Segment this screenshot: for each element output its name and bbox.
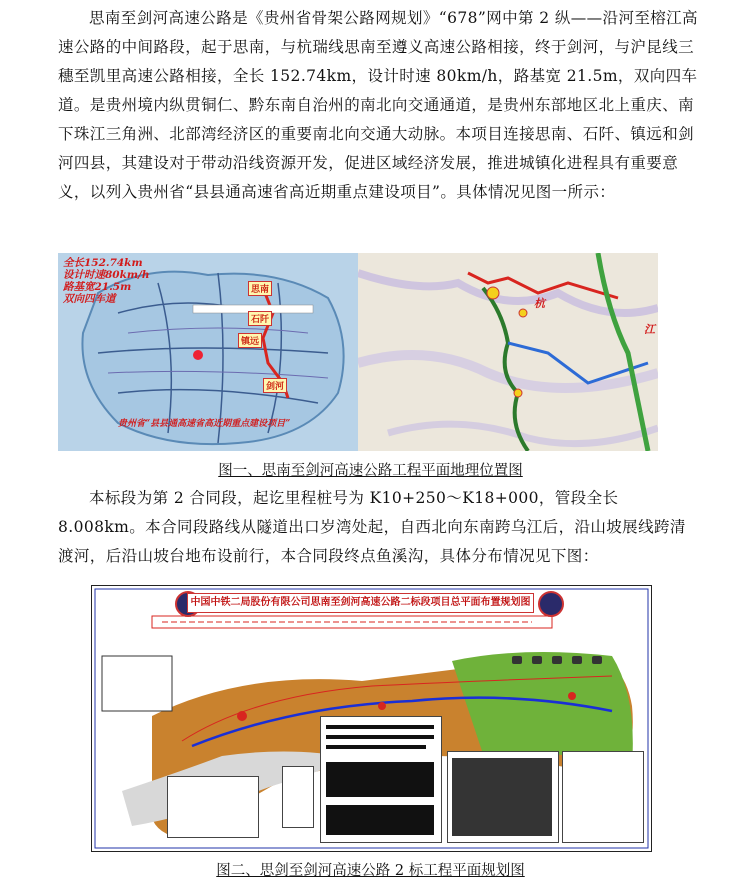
flowchart <box>282 766 314 828</box>
symbol-icon <box>592 656 602 664</box>
symbol-icon <box>532 656 542 664</box>
notes-block <box>326 762 434 797</box>
figure1-caption: 图一、思南至剑河高速公路工程平面地理位置图 <box>218 463 523 479</box>
site-plan-title: 中国中铁二局股份有限公司思南至剑河高速公路二标段项目总平面布置规划图 <box>187 593 534 613</box>
site-detail <box>167 776 259 838</box>
legend-length: 全长152.74km <box>63 257 143 269</box>
legend-table <box>447 751 559 843</box>
notes-line <box>326 725 434 729</box>
paragraph-intro: 思南至剑河高速公路是《贵州省骨架公路网规划》“678”网中第 2 纵——沿河至榕江高速公路的中间路段，起于思南，与杭瑞线思南至遵义高速公路相接，终于剑河，与沪昆线三穗至凯里高速公路相接，全长 152.74km，设计时速 80km/h，路基宽 21.5m，双向四车道。是贵州境内纵贯铜仁、黔东南自治州的南北向交通通道，是贵州东部地区北上重庆、南下珠江三角洲、北部湾经济区的重要南北向交通大动脉。本项目连接思南、石阡、镇远和剑河四县，其建设对于带动沿线资源开发，促进区域经济发展，推进城镇化进程具有重要意义，以列入贵州省“县县通高速省高近期重点建设项目”。具体情况见图一所示： <box>58 9 698 201</box>
symbol-icon <box>512 656 522 664</box>
map-label-hang: 杭 <box>534 297 545 310</box>
detail-map <box>358 253 658 451</box>
legend-width: 路基宽21.5m <box>63 281 132 293</box>
figure2-caption: 图二、思剑至剑河高速公路 2 标工程平面规划图 <box>216 863 525 879</box>
detail-map-graphic <box>358 253 658 451</box>
symbol-icon <box>572 656 582 664</box>
quantity-table <box>562 751 644 843</box>
legend-table-body <box>452 758 552 836</box>
city-sinan: 思南 <box>248 281 272 296</box>
notes-panel <box>320 716 442 843</box>
legend-speed: 设计时速80km/h <box>63 269 150 281</box>
symbol-icon <box>552 656 562 664</box>
province-map <box>58 253 358 451</box>
notes-line <box>326 745 426 749</box>
company-emblem-right <box>538 591 564 617</box>
map-legend <box>63 257 149 305</box>
notes-block <box>326 805 434 835</box>
paragraph-section: 本标段为第 2 合同段，起讫里程桩号为 K10+250～K18+000，管段全长 8.008km。本合同段路线从隧道出口岁湾处起，自西北向东南跨乌江后，沿山坡展线跨清渡河，后沿山坡台地布设前行，本合同段终点鱼溪沟，具体分布情况见下图： <box>58 489 686 565</box>
map-label-jiang: 江 <box>644 323 655 336</box>
site-plan <box>91 585 652 852</box>
notes-line <box>326 735 434 739</box>
city-shiqian: 石阡 <box>248 311 272 326</box>
map-banner: 贵州省“县县通高速省高近期重点建设项目” <box>118 419 291 429</box>
city-zhenyuan: 镇远 <box>238 333 262 348</box>
city-jianhe: 剑河 <box>263 378 287 393</box>
legend-lanes: 双向四车道 <box>63 293 116 305</box>
